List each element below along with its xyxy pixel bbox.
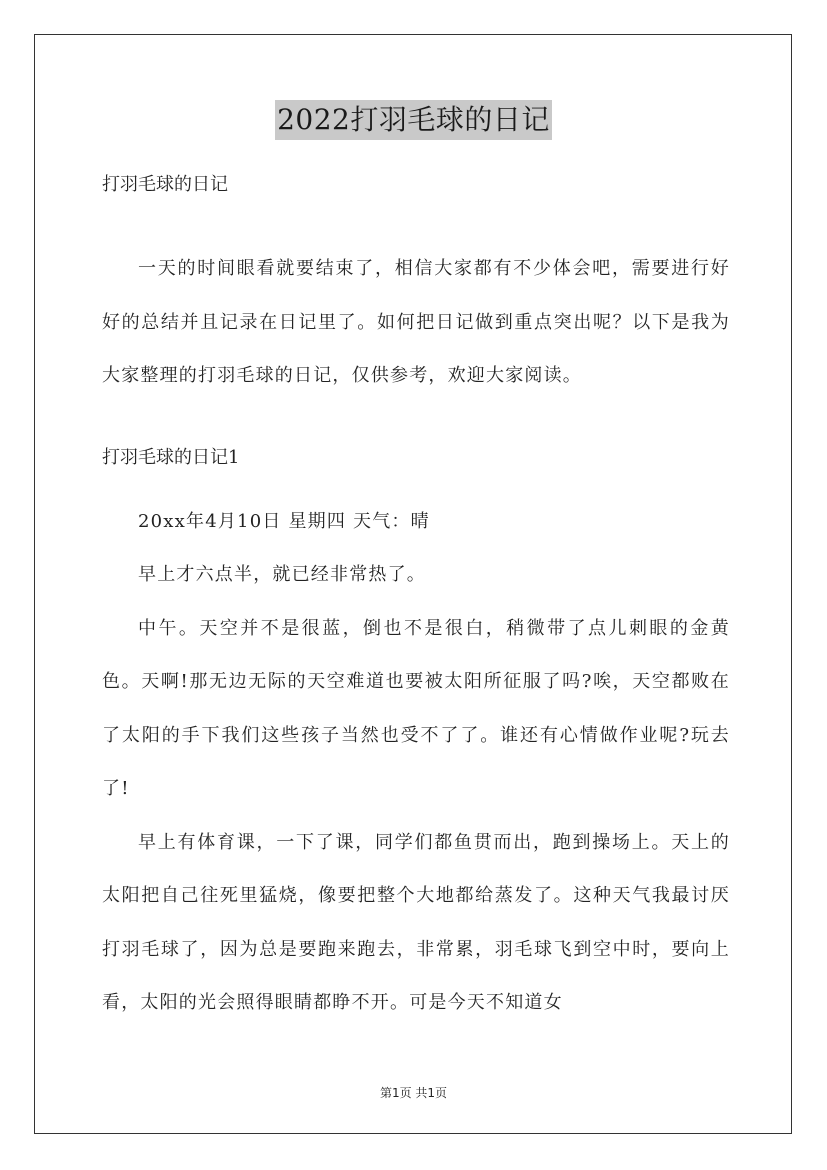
body-paragraph: 早上有体育课，一下了课，同学们都鱼贯而出，跑到操场上。天上的太阳把自己往死里猛烧，像要把整个大地都给蒸发了。这种天气我最讨厌打羽毛球了，因为总是要跑来跑去，非常累，羽毛球飞到空中时，要向上看，太阳的光会照得眼睛都睁不开。可是今天不知道女	[102, 831, 730, 1013]
body-paragraph: 中午。天空并不是很蓝，倒也不是很白，稍微带了点儿刺眼的金黄色。天啊!那无边无际的天空难道也要被太阳所征服了吗?唉，天空都败在了太阳的手下我们这些孩子当然也受不了了。谁还有心情做作业呢?玩去了!	[102, 617, 730, 799]
intro-heading: 打羽毛球的日记	[102, 174, 228, 195]
document-title: 2022打羽毛球的日记	[275, 100, 552, 140]
spacer	[102, 473, 730, 495]
page-number: 第1页 共1页	[379, 1086, 448, 1100]
document-body	[102, 170, 730, 1030]
intro-paragraph: 一天的时间眼看就要结束了，相信大家都有不少体会吧，需要进行好好的总结并且记录在日记里了。如何把日记做到重点突出呢？以下是我为大家整理的打羽毛球的日记，仅供参考，欢迎大家阅读。	[102, 258, 730, 386]
spacer	[102, 200, 730, 242]
section-heading: 打羽毛球的日记1	[102, 446, 240, 468]
date-line: 20xx年4月10日 星期四 天气：晴	[138, 510, 430, 532]
body-paragraph: 早上才六点半，就已经非常热了。	[138, 564, 426, 585]
spacer	[102, 403, 730, 443]
title-container	[0, 100, 827, 140]
